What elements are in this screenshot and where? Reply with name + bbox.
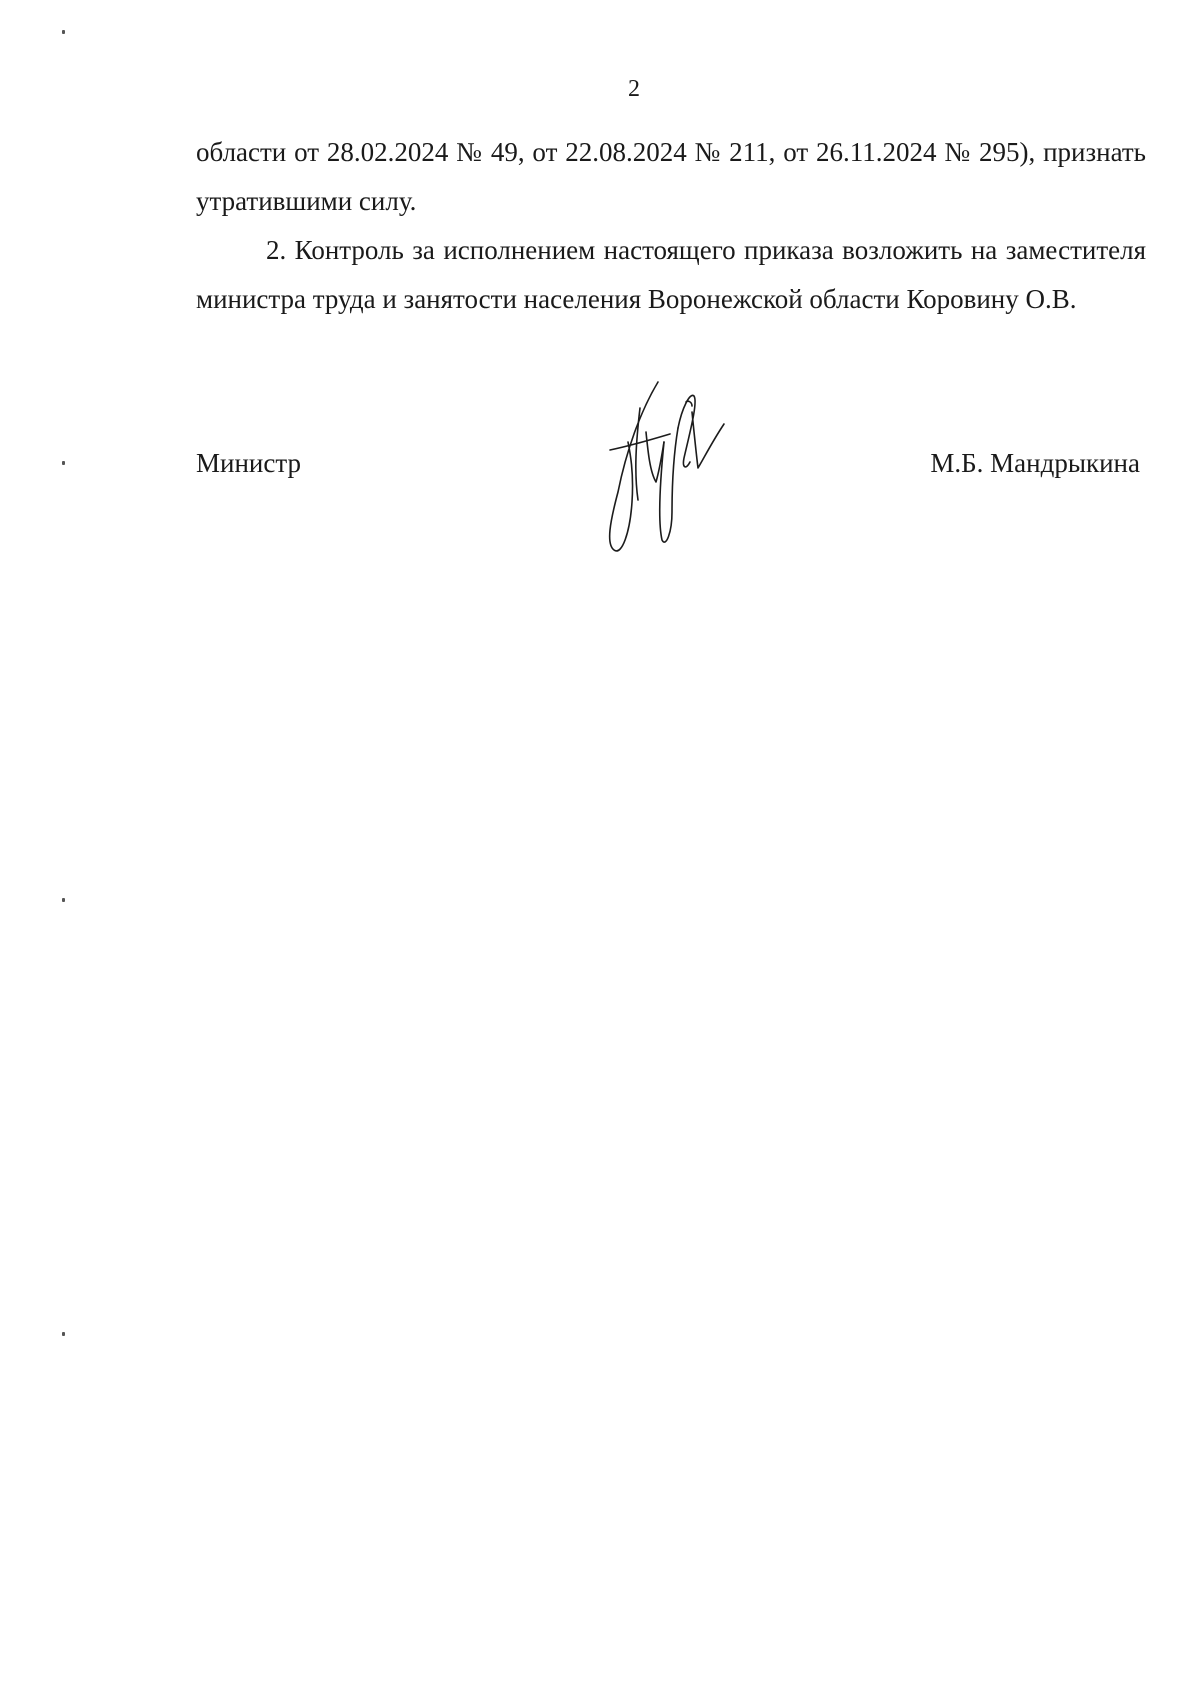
scan-artifact-mark: [62, 461, 65, 465]
handwritten-signature: [600, 372, 745, 554]
scan-artifact-mark: [62, 30, 65, 34]
signatory-title: Министр: [196, 448, 301, 478]
signatory-name: М.Б. Мандрыкина: [930, 448, 1140, 478]
paragraph-continuation: области от 28.02.2024 № 49, от 22.08.2024 № 211, от 26.11.2024 № 295), признать утратившими силу.: [196, 137, 1146, 216]
scan-artifact-mark: [62, 898, 65, 902]
page-number: 2: [628, 76, 640, 102]
document-body: [196, 128, 1146, 324]
scan-artifact-mark: [62, 1332, 65, 1336]
paragraph-control-clause: 2. Контроль за исполнением настоящего приказа возложить на заместителя министра труда и занятости населения Воронежской области Коровину О.В.: [196, 235, 1146, 314]
